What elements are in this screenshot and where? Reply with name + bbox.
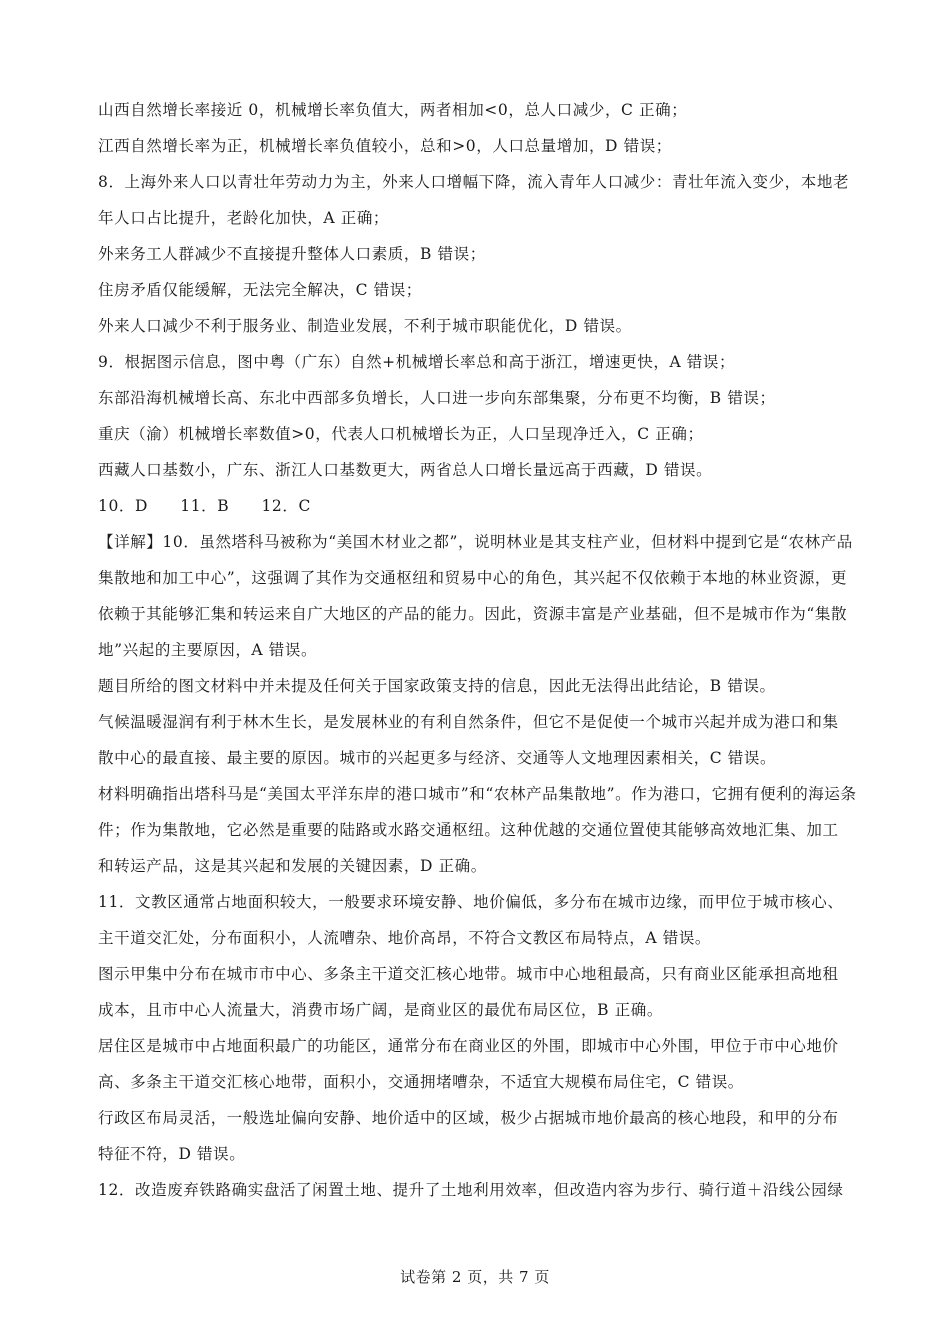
text-line: 高、多条主干道交汇核心地带，面积小，交通拥堵嘈杂，不适宜大规模布局住宅，C 错误。	[98, 1073, 744, 1091]
answer-line: 10．D 11．B 12．C	[98, 497, 311, 515]
text-line: 年人口占比提升，老龄化加快，A 正确；	[98, 209, 390, 227]
text-line: 西藏人口基数小，广东、浙江人口基数更大，两省总人口增长量远高于西藏，D 错误。	[98, 461, 713, 479]
text-line: 8．上海外来人口以青壮年劳动力为主，外来人口增幅下降，流入青年人口减少：青壮年流入变少，本地老	[98, 173, 850, 191]
page-footer: 试卷第 2 页，共 7 页	[400, 1268, 550, 1286]
document-body	[98, 92, 858, 1208]
text-line: 件；作为集散地，它必然是重要的陆路或水路交通枢纽。这种优越的交通位置使其能够高效地汇集、加工	[98, 821, 839, 839]
text-line: 散中心的最直接、最主要的原因。城市的兴起更多与经济、交通等人文地理因素相关，C 错误。	[98, 749, 777, 767]
text-line: 主干道交汇处，分布面积小，人流嘈杂、地价高昂，不符合文教区布局特点，A 错误。	[98, 929, 712, 947]
text-line: 9．根据图示信息，图中粤（广东）自然+机械增长率总和高于浙江，增速更快，A 错误；	[98, 353, 736, 371]
text-line: 气候温暖湿润有利于林木生长，是发展林业的有利自然条件，但它不是促使一个城市兴起并成为港口和集	[98, 713, 839, 731]
text-line: 成本，且市中心人流量大，消费市场广阔，是商业区的最优布局区位，B 正确。	[98, 1001, 663, 1019]
text-line: 居住区是城市中占地面积最广的功能区，通常分布在商业区的外围，即城市中心外围，甲位于市中心地价	[98, 1037, 839, 1055]
text-line: 特征不符，D 错误。	[98, 1145, 246, 1163]
text-line: 重庆（渝）机械增长率数值>0，代表人口机械增长为正，人口呈现净迁入，C 正确；	[98, 425, 704, 443]
text-line: 外来务工人群减少不直接提升整体人口素质，B 错误；	[98, 245, 486, 263]
text-line: 住房矛盾仅能缓解，无法完全解决，C 错误；	[98, 281, 422, 299]
text-line: 图示甲集中分布在城市市中心、多条主干道交汇核心地带。城市中心地租最高，只有商业区能承担高地租	[98, 965, 839, 983]
text-line: 材料明确指出塔科马是“美国太平洋东岸的港口城市”和“农林产品集散地”。作为港口，它拥有便利的海运条	[98, 785, 857, 803]
text-line: 题目所给的图文材料中并未提及任何关于国家政策支持的信息，因此无法得出此结论，B 错误。	[98, 677, 776, 695]
text-line: 集散地和加工中心”，这强调了其作为交通枢纽和贸易中心的角色，其兴起不仅依赖于本地的林业资源，更	[98, 569, 848, 587]
text-line: 行政区布局灵活，一般选址偏向安静、地价适中的区域，极少占据城市地价最高的核心地段，和甲的分布	[98, 1109, 839, 1127]
text-line: 依赖于其能够汇集和转运来自广大地区的产品的能力。因此，资源丰富是产业基础，但不是城市作为“集散	[98, 605, 848, 623]
text-line: 东部沿海机械增长高、东北中西部多负增长，人口进一步向东部集聚，分布更不均衡，B 错误；	[98, 389, 776, 407]
text-line: 11．文教区通常占地面积较大，一般要求环境安静、地价偏低，多分布在城市边缘，而甲位于城市核心、	[98, 893, 844, 911]
text-line: 地”兴起的主要原因，A 错误。	[98, 641, 318, 659]
text-line: 【详解】10．虽然塔科马被称为“美国木材业之都”，说明林业是其支柱产业，但材料中提到它是“农林产品	[98, 533, 853, 551]
text-line: 外来人口减少不利于服务业、制造业发展，不利于城市职能优化，D 错误。	[98, 317, 632, 335]
text-line: 山西自然增长率接近 0，机械增长率负值大，两者相加<0，总人口减少，C 正确；	[98, 101, 688, 119]
text-line: 和转运产品，这是其兴起和发展的关键因素，D 正确。	[98, 857, 487, 875]
text-line: 江西自然增长率为正，机械增长率负值较小，总和>0，人口总量增加，D 错误；	[98, 137, 672, 155]
text-line: 12．改造废弃铁路确实盘活了闲置土地、提升了土地利用效率，但改造内容为步行、骑行道＋沿线公园绿	[98, 1181, 844, 1199]
